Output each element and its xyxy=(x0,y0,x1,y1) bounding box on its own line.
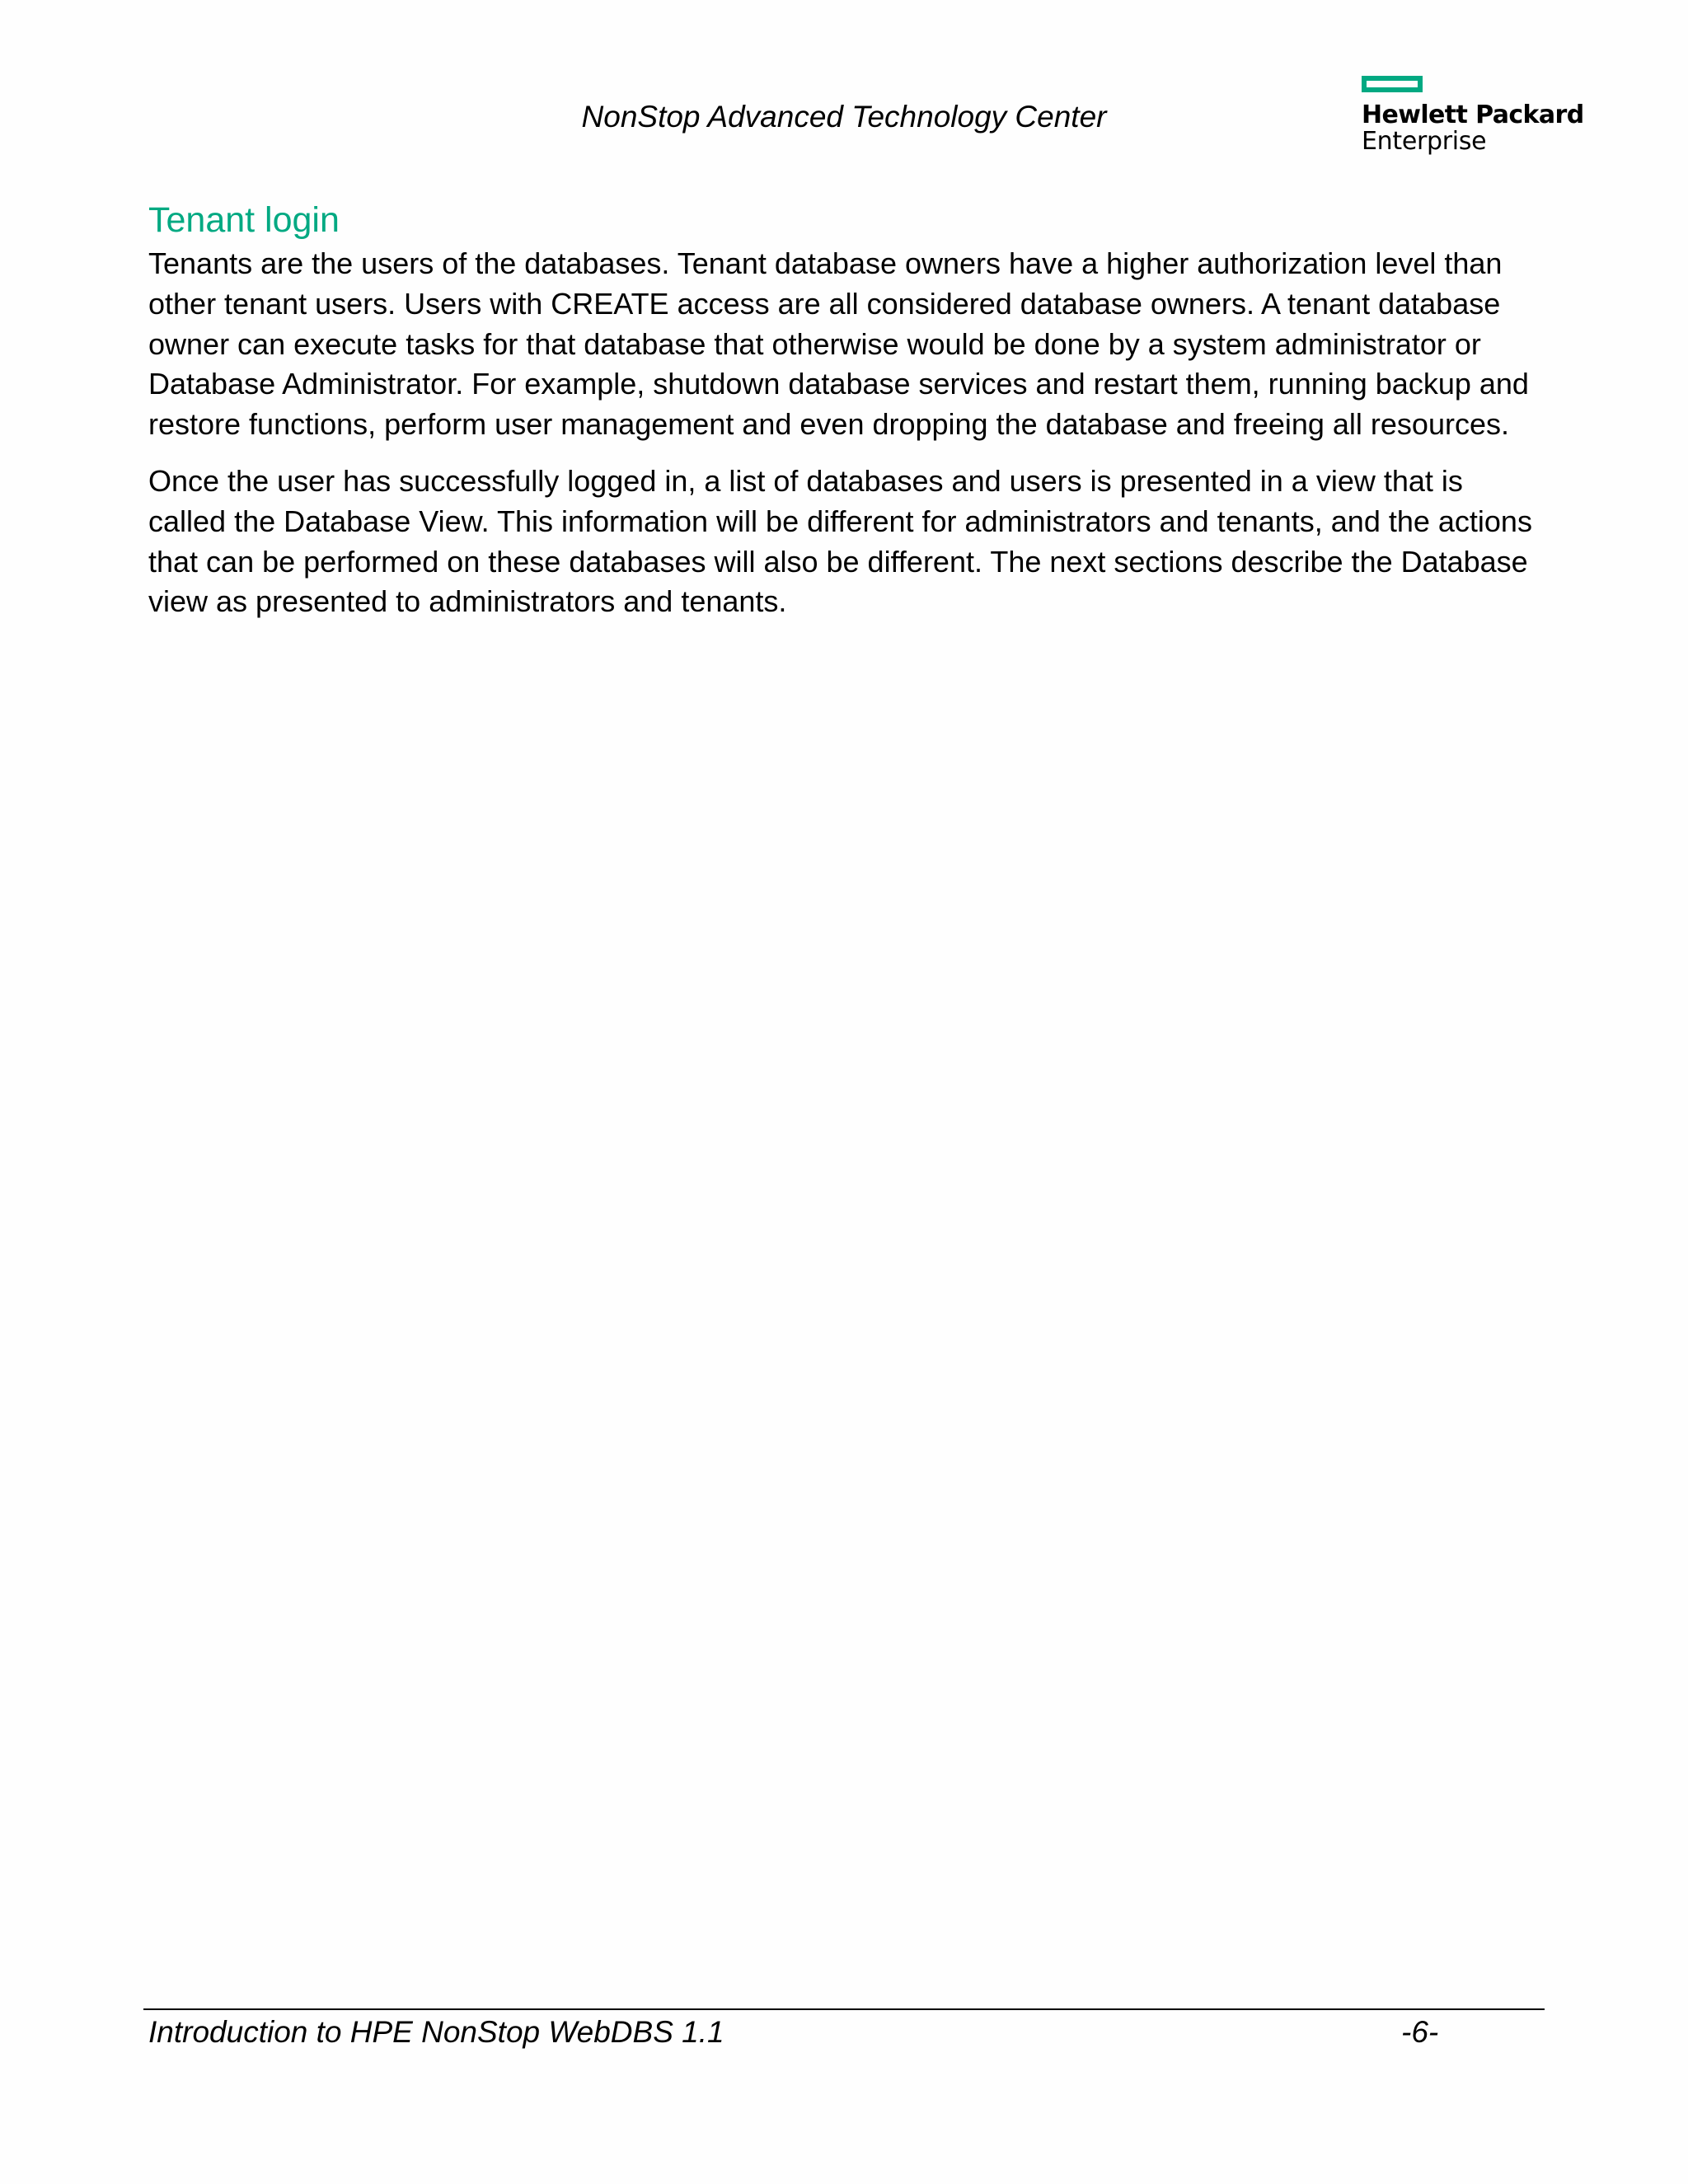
paragraph-2: Once the user has successfully logged in, a list of databases and users is presented in a view that is called the Database View. This information will be different for administrators and tenants, and the actions that can be performed on these databases will also be different. The next sections describe the Database view as presented to administrators and tenants. xyxy=(148,463,1532,619)
section-heading: Tenant login xyxy=(148,200,340,240)
hpe-logo-element-icon xyxy=(1362,76,1423,92)
footer-divider xyxy=(143,2008,1545,2010)
logo-text-line1: Hewlett Packard xyxy=(1362,101,1584,129)
hpe-logo xyxy=(1362,76,1584,158)
logo-text-line2: Enterprise xyxy=(1362,127,1487,156)
paragraph-1: Tenants are the users of the databases. Tenant database owners have a higher authorization level than other tenant users. Users with CREATE access are all considered database owners. A tenant database owner can execute tasks for that database that otherwise would be done by a system administrator or Database Administrator. For example, shutdown database services and restart them, running backup and restore functions, perform user management and even dropping the database and freeing all resources. xyxy=(148,246,1529,442)
header-title: NonStop Advanced Technology Center xyxy=(581,100,1107,134)
footer-page-number: -6- xyxy=(1401,2015,1439,2049)
footer-document-title: Introduction to HPE NonStop WebDBS 1.1 xyxy=(148,2015,724,2049)
section-content xyxy=(148,196,1541,622)
